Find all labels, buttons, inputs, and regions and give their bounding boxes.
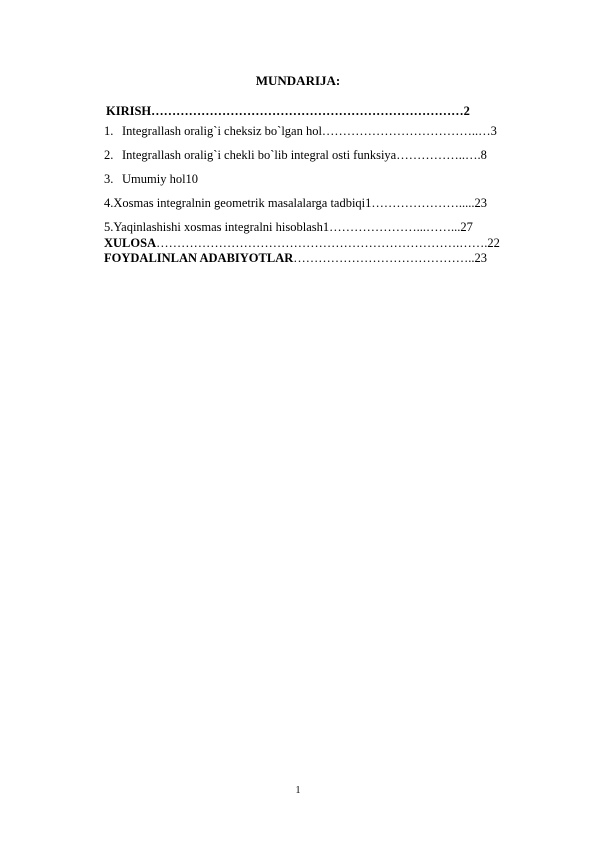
toc-entry-label: FOYDALINLAN ADABIYOTLAR bbox=[104, 251, 294, 265]
toc-entry-text: Integrallash oralig`i chekli bo`lib integral osti funksiya……………..….8 bbox=[122, 148, 487, 162]
toc-entry-4: 4.Xosmas integralnin geometrik masalalarga tadbiqi1………………….....23 bbox=[104, 196, 488, 210]
toc-entry-adabiyotlar bbox=[104, 251, 487, 266]
toc-entry-kirish: KIRISH…………………………………………………………………2 bbox=[106, 104, 470, 118]
toc-entry-5: 5.Yaqinlashishi xosmas integralni hisoblash1…………………...……...27 bbox=[104, 220, 473, 234]
toc-entry-text: Umumiy hol10 bbox=[122, 172, 199, 186]
toc-entry-text: Integrallash oralig`i cheksiz bo`lgan hol………………………………..…3 bbox=[122, 124, 497, 138]
toc-entry-number: 3. bbox=[104, 172, 114, 186]
page-number: 1 bbox=[295, 785, 301, 796]
toc-entry-leader: ……………………………………………………………….…….22 bbox=[156, 236, 500, 250]
toc-entry-2 bbox=[104, 148, 487, 163]
toc-entry-label: XULOSA bbox=[104, 236, 157, 250]
toc-entry-number: 2. bbox=[104, 148, 114, 162]
toc-entry-leader: ……………………………………..23 bbox=[293, 251, 488, 265]
toc-entry-1 bbox=[104, 124, 497, 139]
toc-entry-3 bbox=[104, 172, 198, 187]
toc-entry-number: 1. bbox=[104, 124, 114, 138]
toc-entry-xulosa bbox=[104, 236, 500, 251]
page-title: MUNDARIJA: bbox=[255, 73, 341, 88]
